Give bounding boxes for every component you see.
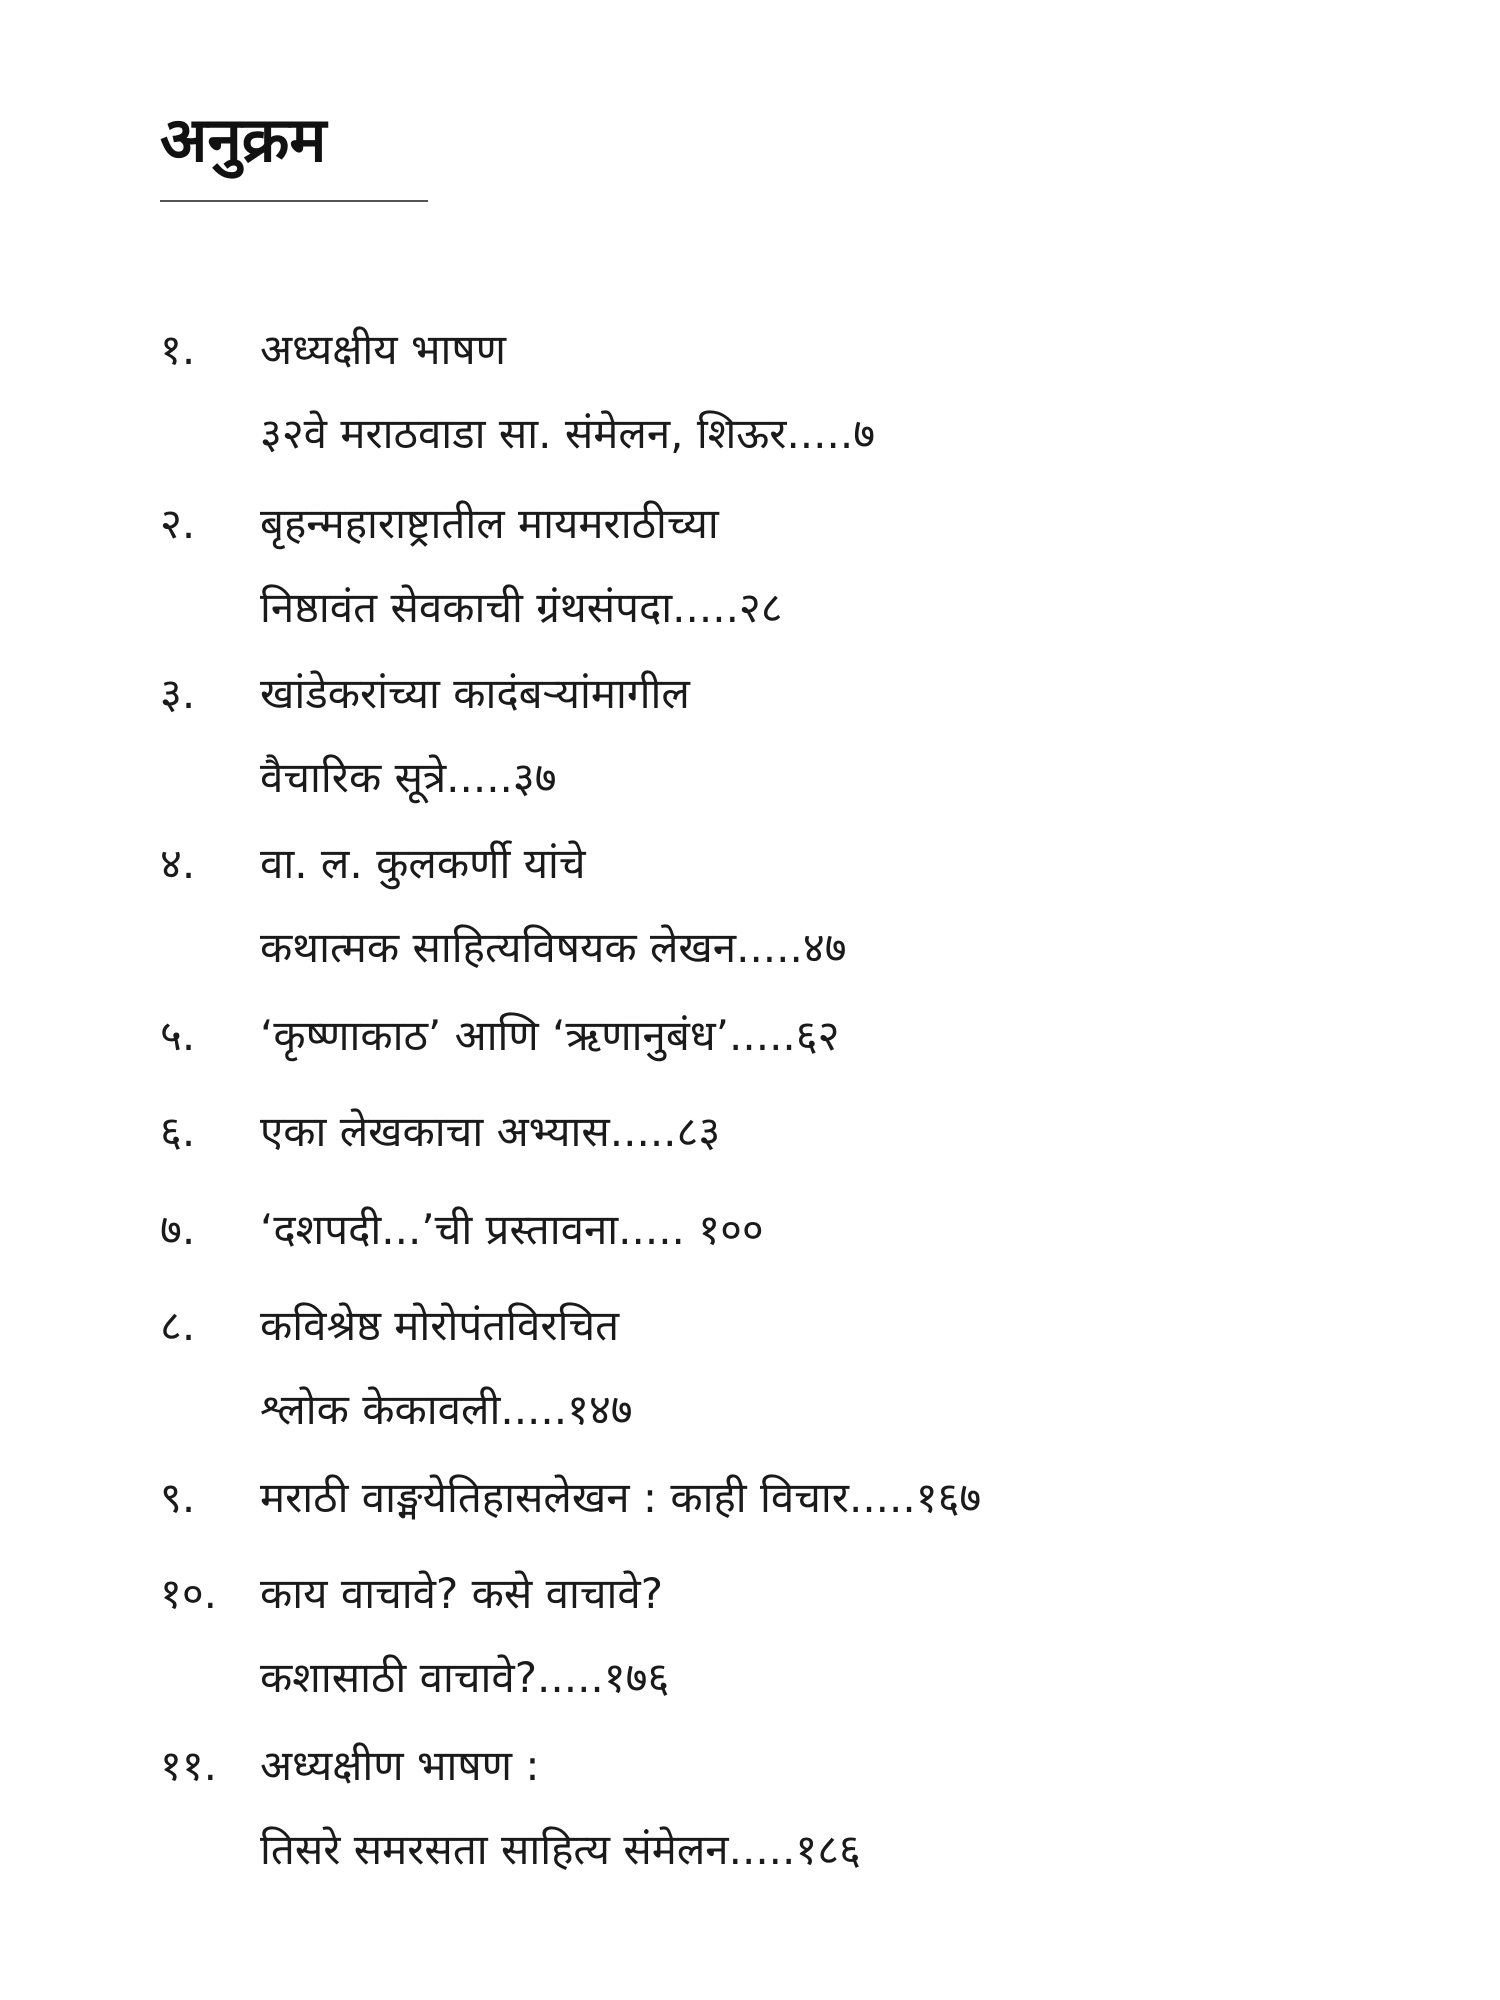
entry-text (260, 662, 1340, 810)
entry-line: ‘कृष्णाकाठ’ आणि ‘ऋणानुबंध’.....६२ (260, 1011, 840, 1060)
entry-line: खांडेकरांच्या कादंबऱ्यांमागील (260, 669, 690, 718)
entry-line: वैचारिक सूत्रे.....३७ (260, 753, 557, 802)
entry-number: ३. (160, 669, 196, 718)
entry-number: ९. (160, 1473, 196, 1522)
entry-number: १. (160, 325, 196, 374)
entry-line: निष्ठावंत सेवकाची ग्रंथसंपदा.....२८ (260, 583, 783, 632)
entry-line: एका लेखकाचा अभ्यास.....८३ (260, 1107, 721, 1156)
entry-line: वा. ल. कुलकर्णी यांचे (260, 839, 586, 888)
entry-text (260, 1294, 1340, 1442)
title-underline (160, 200, 428, 202)
entry-line: काय वाचावे? कसे वाचावे? (260, 1569, 664, 1618)
entry-text (260, 832, 1340, 980)
entry-number: ११. (160, 1741, 218, 1790)
entry-number: ७. (160, 1205, 196, 1254)
entry-line: मराठी वाङ्मयेतिहासलेखन : काही विचार.....१६७ (260, 1473, 982, 1522)
entry-number: २. (160, 499, 196, 548)
entry-number: १०. (160, 1569, 218, 1618)
entry-line: कथात्मक साहित्यविषयक लेखन.....४७ (260, 923, 847, 972)
entry-line: अध्यक्षीय भाषण (260, 325, 506, 374)
entry-line: ‘दशपदी...’ची प्रस्तावना..... १०० (260, 1205, 764, 1254)
entry-text (260, 1100, 1340, 1164)
page-title: अनुक्रम (160, 103, 327, 176)
entry-text (260, 1562, 1340, 1710)
entry-text (260, 1466, 1340, 1530)
entry-line: कशासाठी वाचावे?.....१७६ (260, 1653, 670, 1702)
entry-number: ६. (160, 1107, 196, 1156)
entry-line: ३२वे मराठवाडा सा. संमेलन, शिऊर.....७ (260, 409, 876, 458)
entry-text (260, 1198, 1340, 1262)
entry-line: श्लोक केकावली.....१४७ (260, 1385, 633, 1434)
entry-text (260, 1734, 1340, 1882)
entry-number: ४. (160, 839, 196, 888)
entry-line: कविश्रेष्ठ मोरोपंतविरचित (260, 1301, 620, 1350)
entry-text (260, 492, 1340, 640)
entry-line: बृहन्महाराष्ट्रातील मायमराठीच्या (260, 499, 719, 548)
entry-number: ५. (160, 1011, 196, 1060)
entry-text (260, 1004, 1340, 1068)
entry-line: अध्यक्षीण भाषण : (260, 1741, 540, 1790)
entry-text (260, 318, 1340, 466)
entry-number: ८. (160, 1301, 196, 1350)
entry-line: तिसरे समरसता साहित्य संमेलन.....१८६ (260, 1825, 861, 1874)
